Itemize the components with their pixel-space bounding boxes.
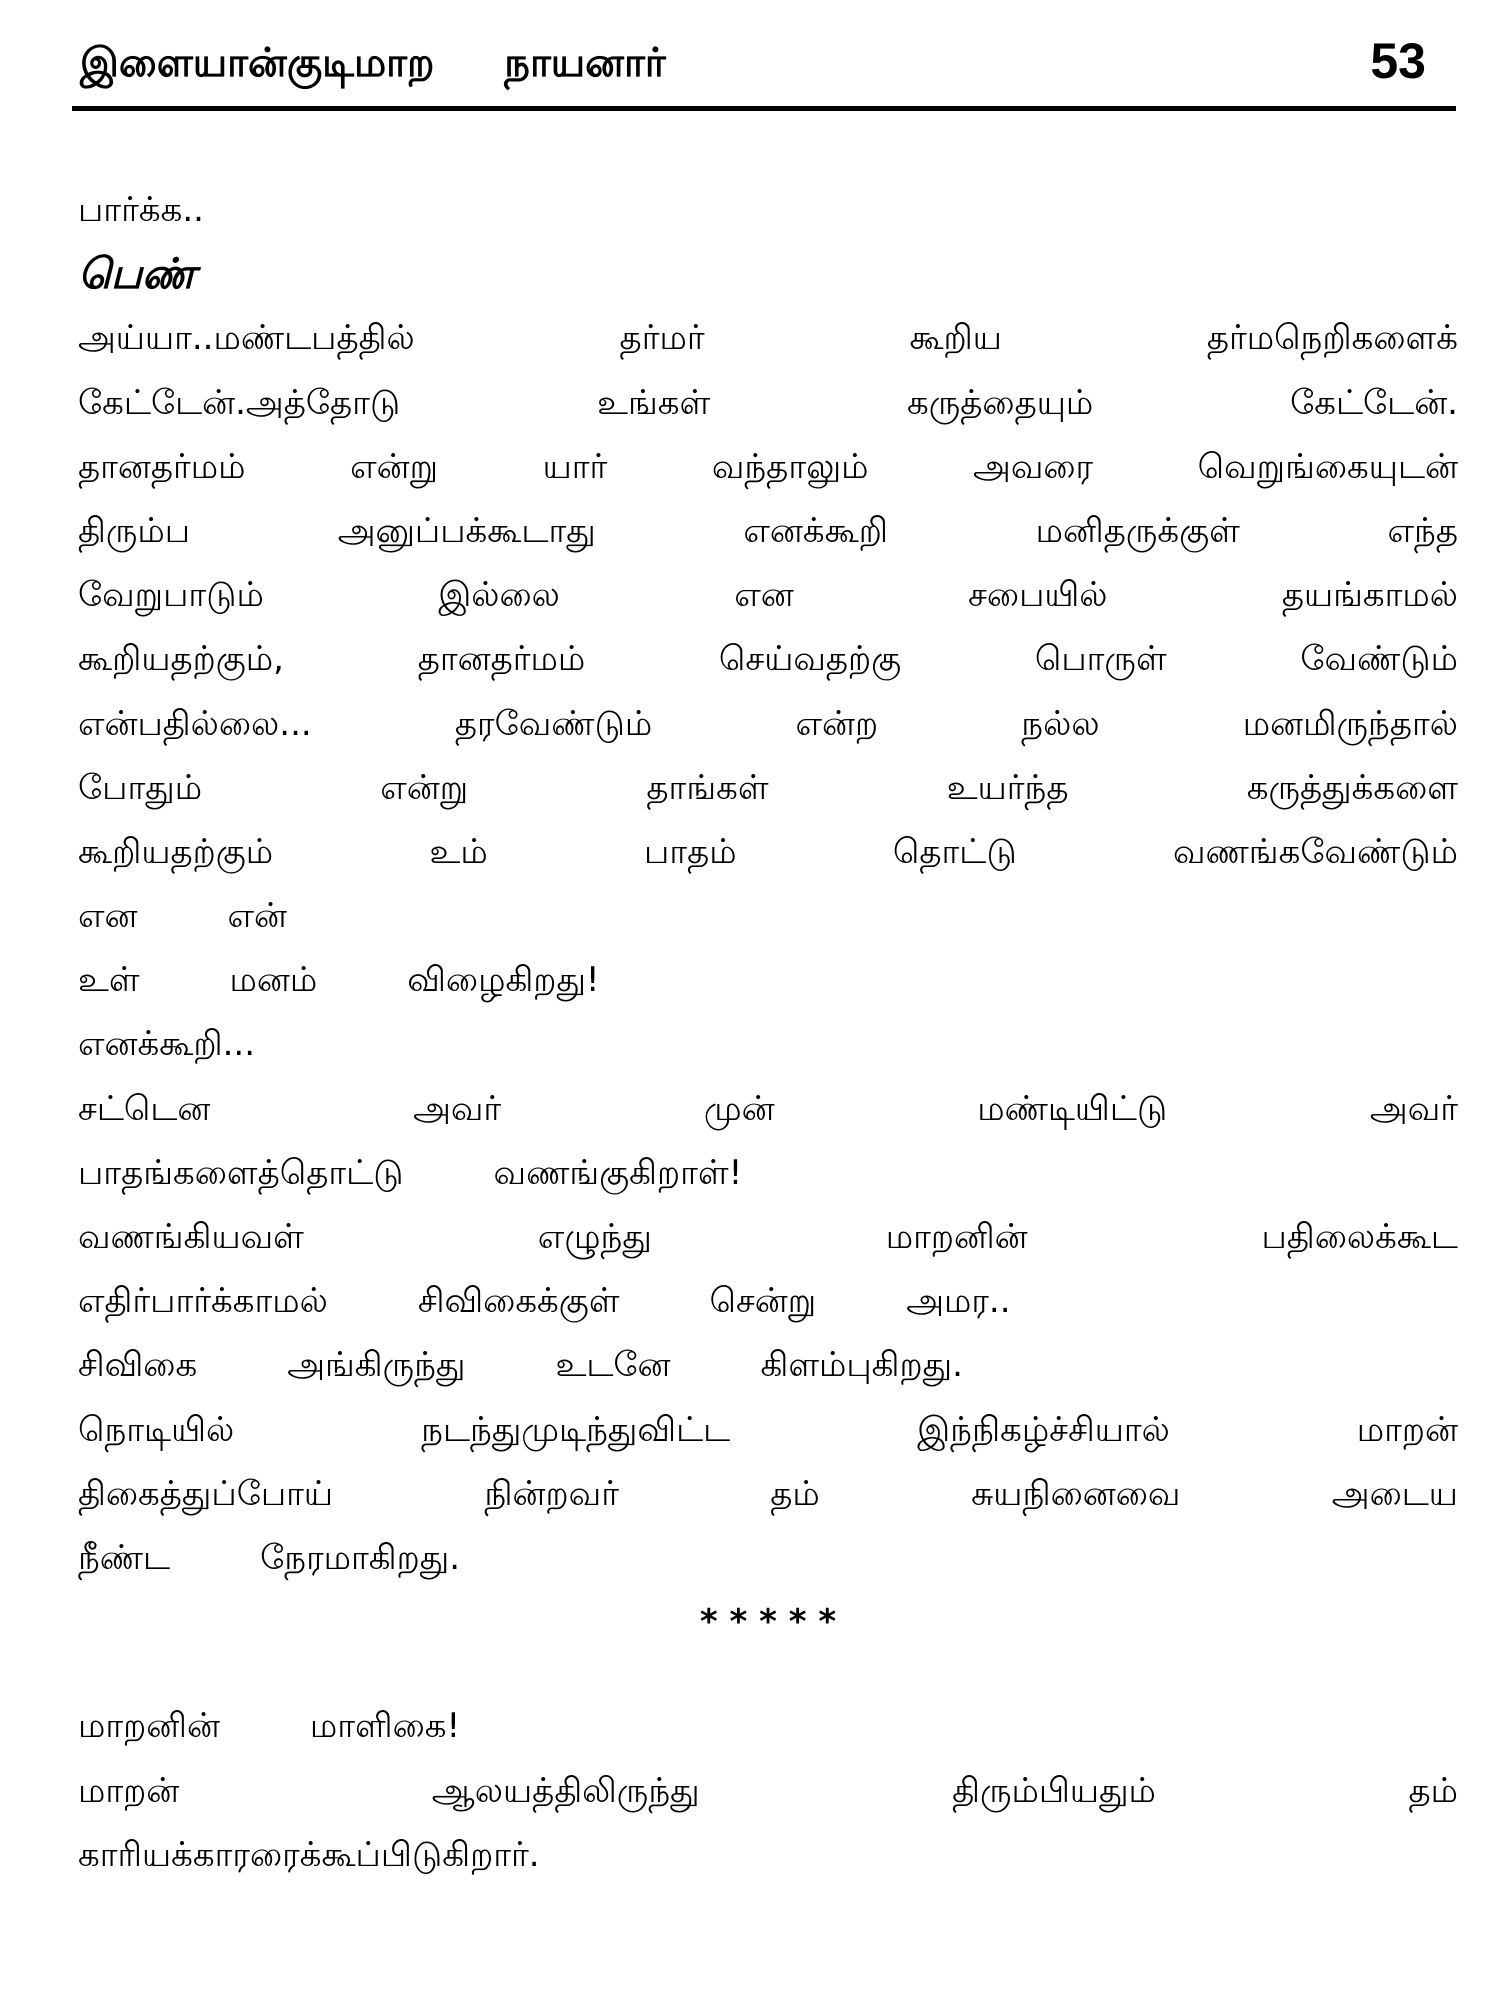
text-line: எதிர்பார்க்காமல் சிவிகைக்குள் சென்று அமர.. — [78, 1281, 1011, 1322]
text-line: சிவிகை அங்கிருந்து உடனே கிளம்புகிறது. — [78, 1345, 963, 1386]
body-text — [78, 178, 1458, 1887]
text-line: அய்யா..மண்டபத்தில் தர்மர் கூறிய தர்மநெறிகளைக் — [78, 318, 1458, 359]
text-line: நொடியில் நடந்துமுடிந்துவிட்ட இந்நிகழ்ச்சியால் மாறன் — [78, 1409, 1458, 1450]
text-line: திகைத்துப்போய் நின்றவர் தம் சுயநினைவை அடைய — [78, 1473, 1458, 1514]
text-line: பார்க்க.. — [78, 190, 204, 230]
text-line: உள் மனம் விழைகிறது! — [78, 960, 600, 1001]
page-number: 53 — [1370, 33, 1426, 89]
text-line: காரியக்காரரைக்கூப்பிடுகிறார். — [78, 1834, 540, 1875]
chapter-title — [80, 40, 666, 91]
text-line: மாறனின் மாளிகை! — [78, 1706, 461, 1747]
text-line: கூறியதற்கும், தானதர்மம் செய்வதற்கு பொருள் வேண்டும் — [78, 639, 1458, 680]
text-line: மாறன் ஆலயத்திலிருந்து திரும்பியதும் தம் — [78, 1770, 1458, 1811]
text-line: என்பதில்லை... தரவேண்டும் என்ற நல்ல மனமிருந்தால் — [78, 703, 1458, 744]
text-line: நீண்ட நேரமாகிறது. — [78, 1537, 461, 1578]
chapter-title-part2: நாயனார் — [504, 40, 666, 86]
chapter-title-part1: இளையான்குடிமாற — [80, 40, 435, 86]
text-line: திரும்ப அனுப்பக்கூடாது எனக்கூறி மனிதருக்குள் எந்த — [78, 510, 1458, 551]
text-line: தானதர்மம் என்று யார் வந்தாலும் அவரை வெறுங்கையுடன் — [78, 446, 1458, 487]
text-line: வணங்கியவள் எழுந்து மாறனின் பதிலைக்கூட — [78, 1217, 1458, 1257]
text-line: எனக்கூறி... — [78, 1024, 256, 1065]
text-line: கேட்டேன்.அத்தோடு உங்கள் கருத்தையும் கேட்டேன். — [78, 382, 1458, 423]
section-separator: * * * * * — [699, 1602, 837, 1643]
speaker-label: பெண் — [78, 249, 196, 299]
text-line: வேறுபாடும் இல்லை என சபையில் தயங்காமல் — [78, 575, 1458, 616]
text-line: சட்டென அவர் முன் மண்டியிட்டு அவர் — [78, 1088, 1458, 1129]
text-line: பாதங்களைத்தொட்டு வணங்குகிறாள்! — [78, 1152, 743, 1193]
text-line: போதும் என்று தாங்கள் உயர்ந்த கருத்துக்களை — [78, 767, 1458, 808]
text-line: என என் — [78, 896, 287, 937]
header-rule — [72, 106, 1456, 111]
text-line: கூறியதற்கும் உம் பாதம் தொட்டு வணங்கவேண்டும் — [78, 831, 1458, 872]
running-header — [80, 28, 1450, 100]
